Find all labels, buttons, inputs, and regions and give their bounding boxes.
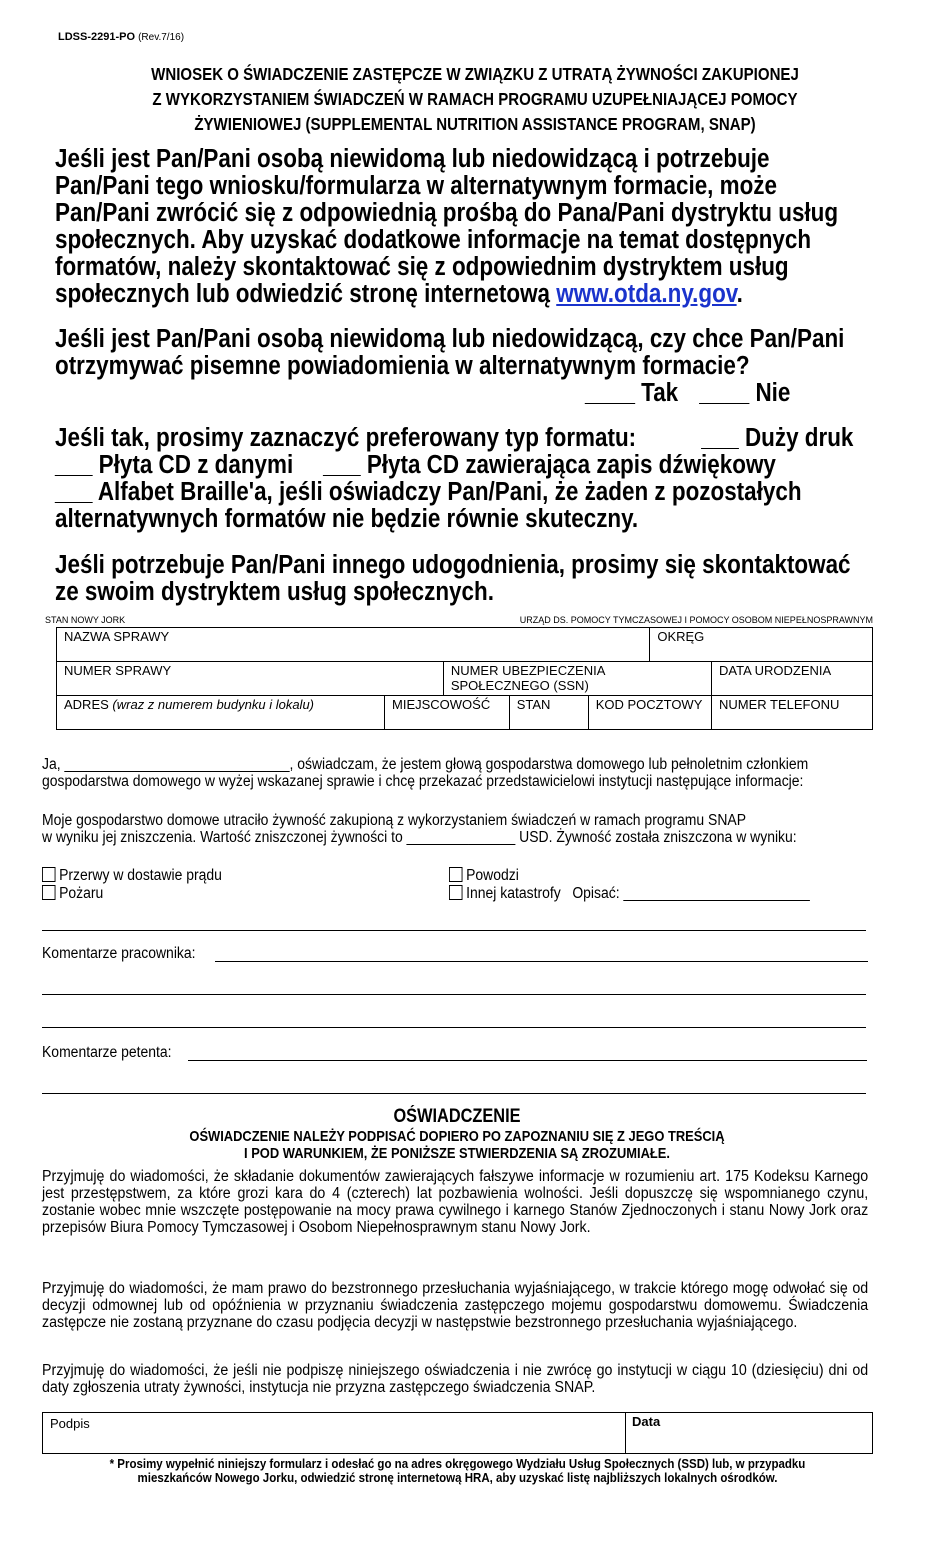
otda-website-link[interactable]: www.otda.ny.gov — [556, 280, 737, 308]
describe-field[interactable]: Opisać: ________________________ — [572, 885, 810, 902]
form-id: LDSS-2291-PO (Rev.7/16) — [58, 31, 185, 43]
checkbox-other-disaster[interactable] — [449, 885, 463, 900]
worker-comments-input[interactable] — [215, 961, 868, 962]
worker-comments-line[interactable] — [42, 1027, 866, 1028]
city-field[interactable]: MIEJSCOWOŚĆ — [385, 696, 510, 730]
household-statement: Ja, _____________________________, oświadczam, że jestem głową gospodarstwa domowego lub pełnoletnim członkiem gospodarstwa domowego w wyżej wskazanej sprawie i chcę przekazać przedstawicielowi instytucji następujące informacje: — [42, 756, 809, 790]
worker-comments-label: Komentarze pracownika: — [42, 945, 196, 962]
checkbox-power-outage[interactable] — [42, 867, 56, 882]
cause-flood[interactable]: Powodzi — [449, 867, 527, 884]
worker-comments-line[interactable] — [42, 994, 866, 995]
state-field[interactable]: STAN — [509, 696, 588, 730]
zip-field[interactable]: KOD POCZTOWY — [588, 696, 711, 730]
date-field[interactable]: Data — [632, 1414, 661, 1429]
declaration-para-3: Przyjmuję do wiadomości, że jeśli nie podpiszę niniejszego oświadczenia i nie zwrócę go instytucji w ciągu 10 (dziesięciu) dni od daty zgłoszenia utraty żywności, instytucja nie przyzna zastępczego świadczenia SNAP. — [42, 1362, 869, 1396]
checkbox-flood[interactable] — [449, 867, 463, 882]
option-yes[interactable]: ____ Tak — [585, 379, 679, 407]
option-data-cd[interactable]: ___ Płyta CD z danymi — [55, 451, 294, 479]
option-braille[interactable]: ___ Alfabet Braille'a, jeśli oświadczy Pan/Pani, że żaden z pozostałych — [55, 478, 802, 506]
alt-format-notice: Jeśli jest Pan/Pani osobą niewidomą lub niedowidzącą i potrzebuje Pan/Pani tego wniosku/formularza w alternatywnym formacie, może Pan/Pani zwrócić się z odpowiednią prośbą do Pana/Pani dystryktu usług społecznych. Aby uzyskać dodatkowe informacje na temat dostępnych formatów, należy skontaktować się z odpowiednim dystryktem usług społecznych lub odwiedzić stronę internetową www.otda.ny.gov. — [55, 145, 839, 308]
cause-fire[interactable]: Pożaru — [42, 885, 110, 902]
cause-power-outage[interactable]: Przerwy w dostawie prądu — [42, 867, 242, 884]
state-label: STAN NOWY JORK — [45, 615, 126, 625]
signature-field[interactable]: Podpis — [50, 1416, 90, 1431]
checkbox-fire[interactable] — [42, 885, 56, 900]
loss-statement: Moje gospodarstwo domowe utraciło żywność zakupioną z wykorzystaniem świadczeń w ramach programu SNAP w wyniku jej zniszczenia. Wartość zniszczonej żywności to ______________ USD. Żywność została zniszczona w wyniku: — [42, 812, 797, 846]
applicant-comments-input[interactable] — [188, 1060, 867, 1061]
blank-line[interactable] — [42, 930, 866, 931]
signature-box — [42, 1412, 873, 1454]
declaration-para-2: Przyjmuję do wiadomości, że mam prawo do bezstronnego przesłuchania wyjaśniającego, w trakcie którego mogę odwołać się od decyzji odmownej lub od opóźnienia w przyznaniu świadczenia zastępczego mojemu gospodarstwu domowemu. Świadczenia zastępcze nie zostaną przyznane do czasu podjęcia decyzji w następstwie bezstronnego przesłuchania wyjaśniającego. — [42, 1280, 869, 1331]
alt-notice-question: Jeśli jest Pan/Pani osobą niewidomą lub niedowidzącą, czy chce Pan/Pani otrzymywać pisemne powiadomienia w alternatywnym formacie? — [55, 325, 845, 380]
yes-no-options — [585, 380, 845, 407]
form-revision: (Rev.7/16) — [138, 32, 185, 43]
case-number-field[interactable]: NUMER SPRAWY — [57, 662, 444, 696]
district-field[interactable]: OKRĘG — [650, 628, 873, 662]
case-info-table — [56, 627, 873, 730]
declaration-para-1: Przyjmuję do wiadomości, że składanie dokumentów zawierających fałszywe informacje w rozumieniu art. 175 Kodeksu Karnego jest przestępstwem, za które grozi kara do 4 (czterech) lat pozbawienia wolności. Jeśli dopuszczę się wspomnianego czynu, zostanie wobec mnie wszczęte postępowanie na mocy prawa cywilnego i karnego Stanów Zjednoczonych i stanu Nowy Jork oraz przepisów Biura Pomocy Tymczasowej i Osobom Niepełnosprawnym stanu Nowy Jork. — [42, 1168, 869, 1236]
cause-other-disaster[interactable]: Innej katastrofy Opisać: ________________________ — [449, 885, 850, 902]
dob-field[interactable]: DATA URODZENIA — [712, 662, 873, 696]
declaration-title: OŚWIADCZENIE — [393, 1106, 521, 1127]
other-accommodation: Jeśli potrzebuje Pan/Pani innego udogodnienia, prosimy się skontaktować ze swoim dystryktem usług społecznych. — [55, 551, 851, 606]
option-audio-cd[interactable]: ___ Płyta CD zawierająca zapis dźwiękowy — [323, 451, 776, 479]
applicant-comments-label: Komentarze petenta: — [42, 1044, 172, 1061]
agency-label: URZĄD DS. POMOCY TYMCZASOWEJ I POMOCY OSOBOM NIEPEŁNOSPRAWNYM — [519, 615, 873, 625]
footer-note: * Prosimy wypełnić niniejszy formularz i odesłać go na adres okręgowego Wydziału Usług Społecznych (SSD) lub, w przypadku mieszkańców Nowego Jorku, odwiedzić stronę internetową HRA, aby uzyskać listę najbliższych lokalnych ośrodków. — [109, 1457, 806, 1485]
ssn-field[interactable]: NUMER UBEZPIECZENIA SPOŁECZNEGO (SSN) — [443, 662, 711, 696]
address-field[interactable]: ADRES (wraz z numerem budynku i lokalu) — [57, 696, 385, 730]
format-preference: Jeśli tak, prosimy zaznaczyć preferowany typ formatu: ___ Duży druk ___ Płyta CD z danymi ___ Płyta CD zawierająca zapis dźwiękowy ___ Alfabet Braille'a, jeśli oświadczy Pan/Pani, że żaden z pozostałych alternatywnych formatów nie będzie równie skuteczny. — [55, 425, 885, 533]
phone-field[interactable]: NUMER TELEFONU — [712, 696, 873, 730]
option-large-print[interactable]: ___ Duży druk — [701, 424, 854, 452]
case-name-field[interactable]: NAZWA SPRAWY — [57, 628, 650, 662]
form-title: WNIOSEK O ŚWIADCZENIE ZASTĘPCZE W ZWIĄZKU Z UTRATĄ ŻYWNOŚCI ZAKUPIONEJ Z WYKORZYSTANIEM ŚWIADCZEŃ W RAMACH PROGRAMU UZUPEŁNIAJĄCEJ POMOCY ŻYWIENIOWEJ (SUPPLEMENTAL NUTRITION ASSISTANCE PROGRAM, SNAP) — [151, 64, 799, 134]
option-no[interactable]: ____ Nie — [699, 379, 791, 407]
declaration-subtitle: OŚWIADCZENIE NALEŻY PODPISAĆ DOPIERO PO ZAPOZNANIU SIĘ Z JEGO TREŚCIĄ I POD WARUNKIEM, ŻE PONIŻSZE STWIERDZENIA SĄ ZROZUMIAŁE. — [189, 1128, 725, 1162]
applicant-comments-line[interactable] — [42, 1093, 866, 1094]
